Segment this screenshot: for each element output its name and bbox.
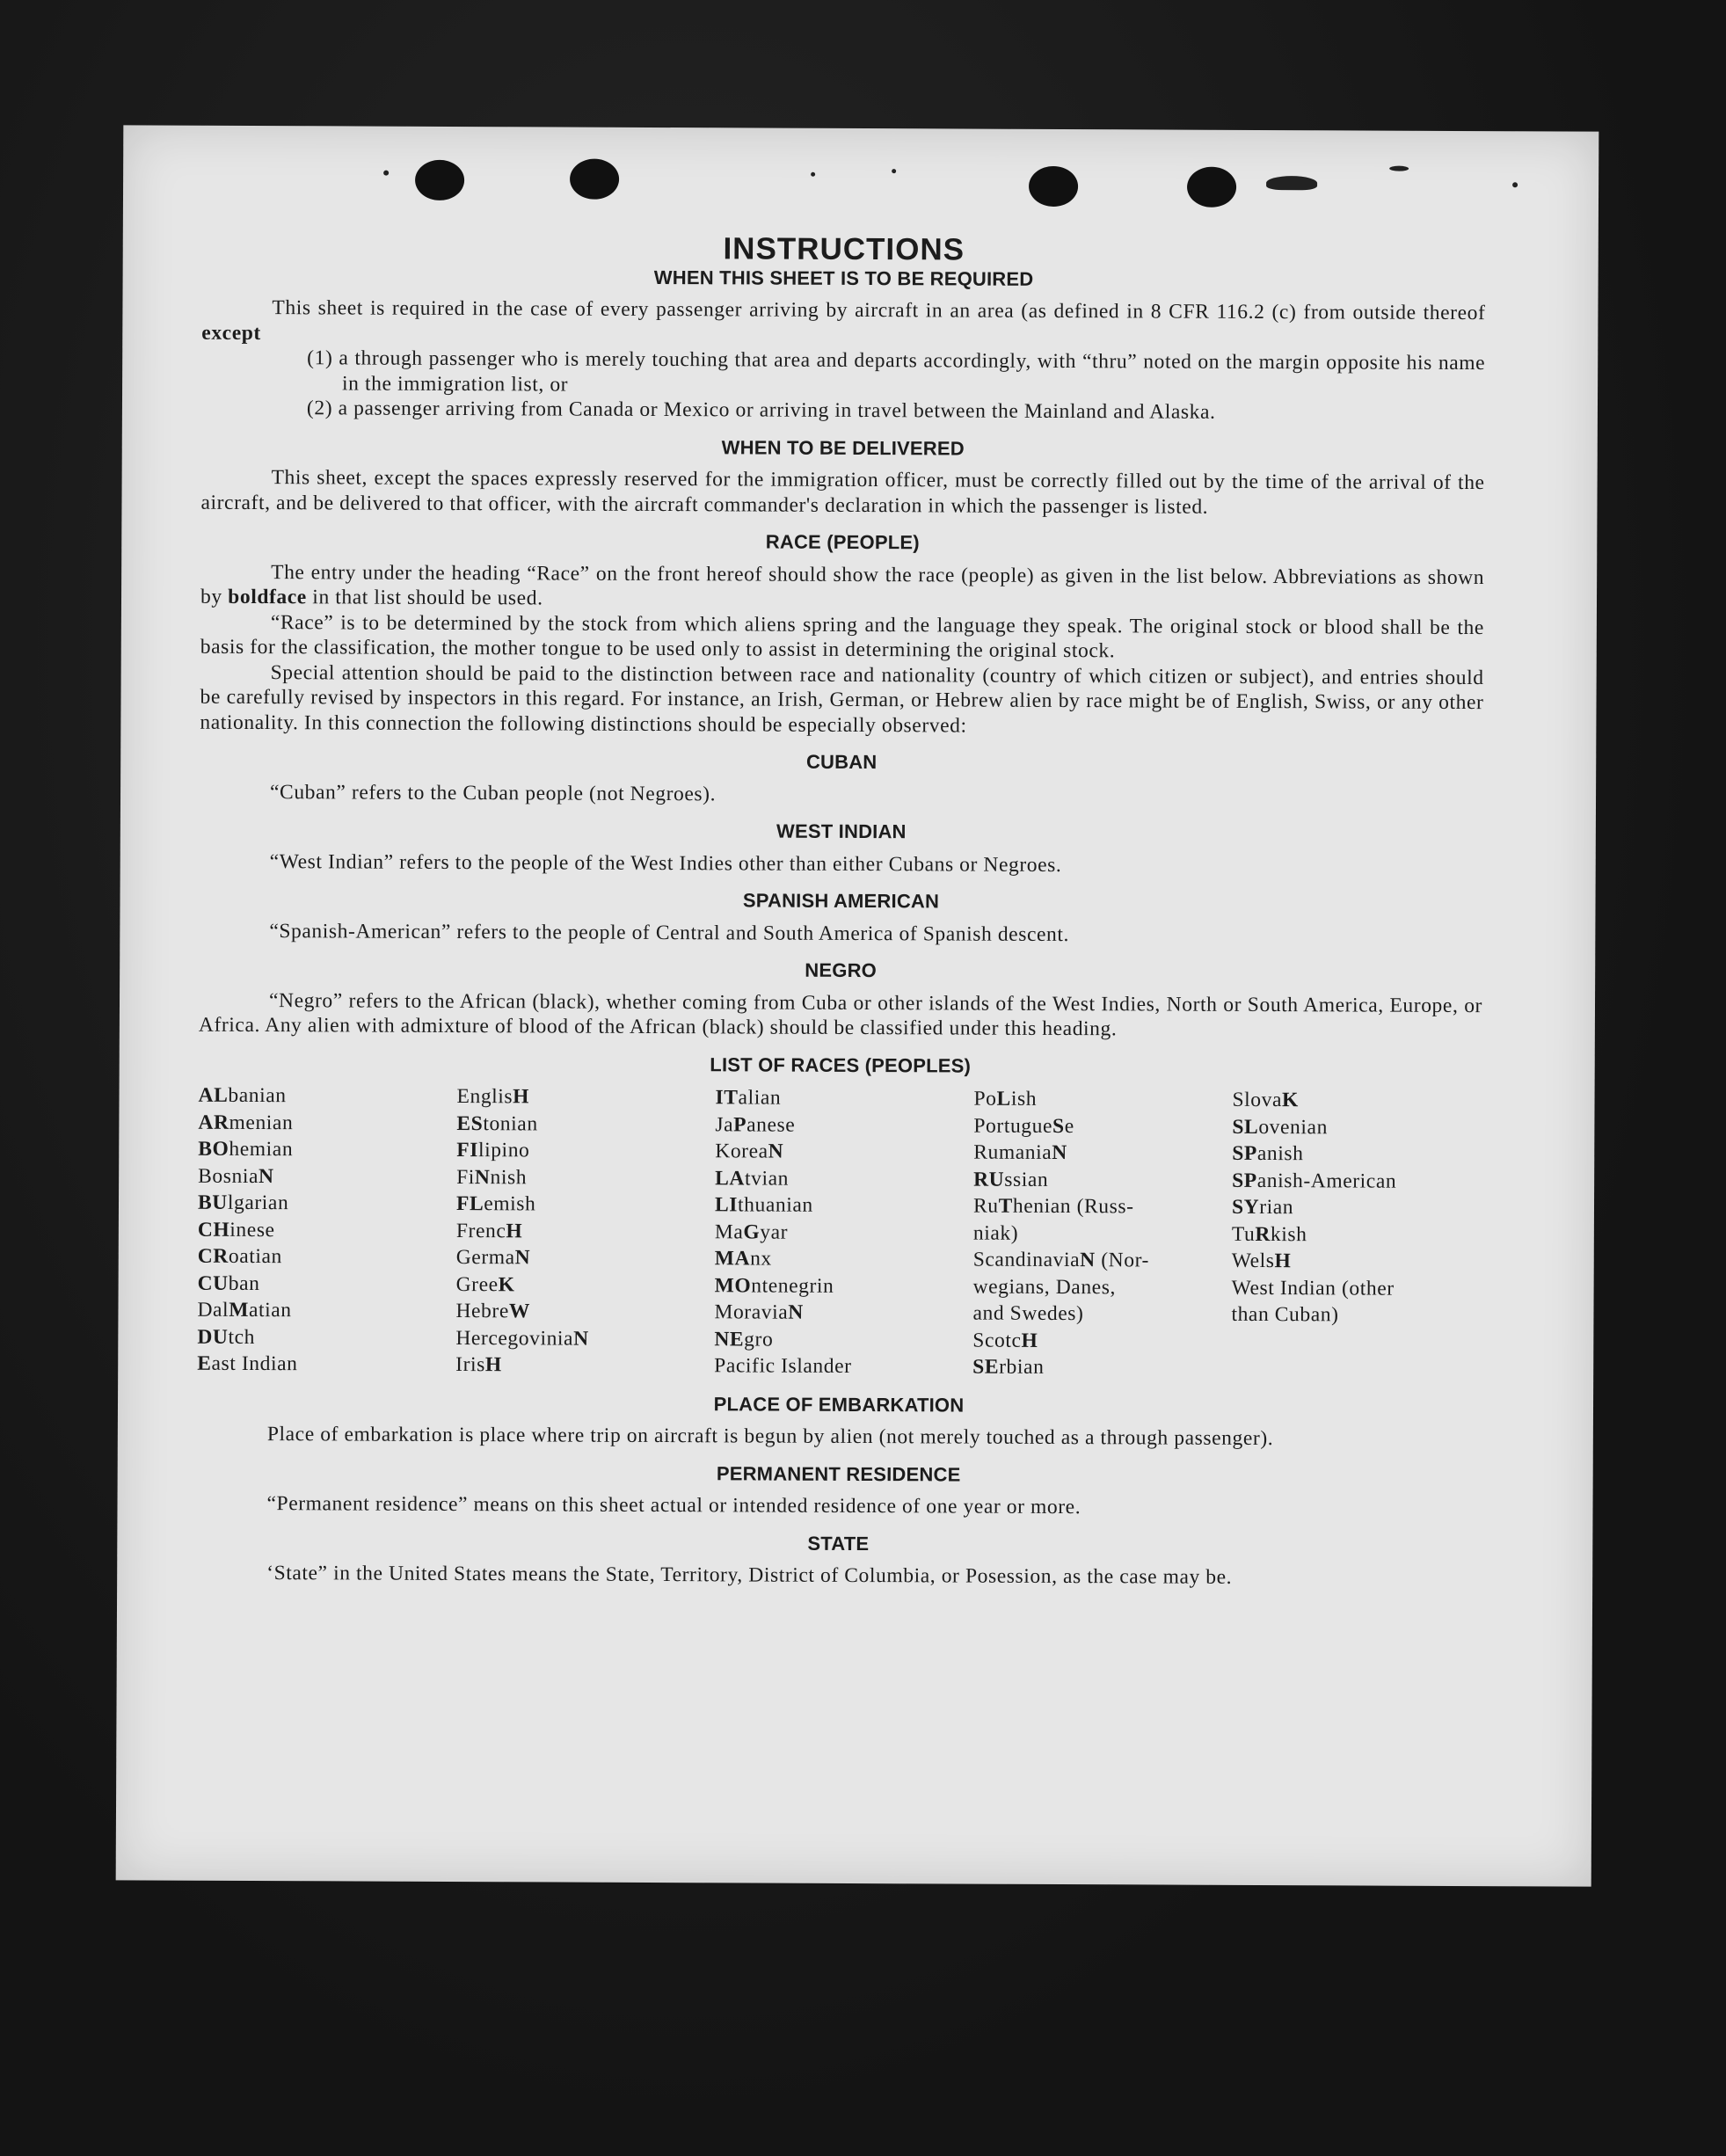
race-text: Scandinavia — [972, 1248, 1081, 1272]
race-entry — [973, 1166, 1232, 1194]
race-abbreviation: T — [998, 1194, 1013, 1218]
race-entry — [715, 1165, 973, 1193]
ink-speck — [383, 171, 389, 176]
race-text: Dal — [197, 1298, 229, 1322]
race-text: ish — [1010, 1087, 1038, 1111]
race-entry — [714, 1299, 972, 1327]
punch-hole — [415, 160, 464, 200]
section-paragraph: “Negro” refers to the African (black), whether coming from Cuba or other islands of the West Indies, North or South America, Europe, or Africa. Any alien with admixture of blood of the African (black) should be classified under this heading. — [198, 988, 1483, 1041]
race-abbreviation: CH — [197, 1218, 230, 1242]
race-text: tonian — [483, 1111, 538, 1135]
race-entry — [455, 1351, 714, 1380]
race-entry — [198, 1082, 456, 1111]
document-page — [116, 125, 1599, 1886]
race-text: Moravia — [714, 1300, 789, 1324]
race-text: West Indian (other than Cuban) — [1231, 1276, 1395, 1327]
race-entry — [715, 1219, 973, 1247]
race-entry — [1232, 1248, 1482, 1276]
race-entry — [715, 1111, 973, 1140]
race-text: banian — [228, 1083, 287, 1108]
section-heading-negro: NEGRO — [805, 958, 878, 982]
race-entry — [455, 1325, 714, 1353]
section-heading-when-required: WHEN THIS SHEET IS TO BE REQUIRED — [653, 266, 1034, 290]
race-text: Gree — [455, 1272, 499, 1296]
race-abbreviation: DU — [197, 1325, 229, 1349]
race-abbreviation: CU — [197, 1271, 229, 1295]
race-entry — [198, 1190, 456, 1218]
section-heading-place-of-embarkation: PLACE OF EMBARKATION — [713, 1392, 965, 1417]
race-abbreviation: CR — [197, 1244, 229, 1268]
race-text: nx — [750, 1247, 772, 1271]
race-abbreviation: G — [743, 1220, 761, 1244]
race-abbreviation: M — [229, 1298, 250, 1322]
race-entry — [715, 1191, 973, 1220]
race-entry — [198, 1270, 456, 1298]
race-text: Englis — [456, 1085, 513, 1109]
punch-hole — [570, 159, 619, 200]
race-text: Tu — [1231, 1222, 1256, 1246]
race-abbreviation: SY — [1231, 1195, 1260, 1219]
races-column — [197, 1082, 456, 1379]
race-abbreviation: SL — [1232, 1115, 1259, 1139]
race-abbreviation: S — [1052, 1114, 1065, 1138]
punch-hole — [1187, 167, 1236, 208]
paragraph-text: in that list should be used. — [306, 586, 543, 610]
race-abbreviation: SE — [972, 1355, 1000, 1379]
race-entry — [1232, 1220, 1482, 1249]
section-paragraph: “Cuban” refers to the Cuban people (not Negroes). — [269, 780, 717, 805]
race-entry — [715, 1084, 973, 1112]
race-abbreviation: H — [484, 1353, 502, 1377]
race-text: lipino — [477, 1139, 530, 1162]
race-text: Ma — [714, 1220, 744, 1243]
race-abbreviation: N — [573, 1327, 589, 1351]
race-abbreviation: NE — [714, 1327, 745, 1351]
races-list — [197, 1082, 1482, 1383]
race-abbreviation: AL — [198, 1083, 229, 1107]
race-entry — [715, 1245, 973, 1273]
race-abbreviation: H — [1021, 1329, 1038, 1352]
race-abbreviation: MO — [714, 1273, 752, 1297]
race-entry — [456, 1244, 715, 1272]
ink-speck — [892, 169, 896, 173]
race-text: Ru — [972, 1194, 999, 1218]
race-abbreviation: MA — [714, 1247, 751, 1271]
section-heading-list-of-races: LIST OF RACES (PEOPLES) — [710, 1053, 972, 1077]
emphasis-text: boldface — [228, 585, 307, 609]
race-abbreviation: H — [513, 1085, 530, 1109]
instructions-body — [196, 231, 1486, 1592]
section-paragraph: “West Indian” refers to the people of the West Indies other than either Cubans or Negroes. — [269, 849, 1062, 877]
race-text: kish — [1270, 1222, 1307, 1246]
race-text: ntenegrin — [751, 1273, 834, 1298]
race-entry — [714, 1352, 972, 1380]
section-paragraph — [201, 295, 1485, 351]
paragraph-text: The entry under the heading “Race” on the front hereof should show the race (people) as given in the list below. Abbreviations as shown by — [200, 560, 1485, 608]
race-entry — [973, 1112, 1232, 1140]
race-entry — [973, 1140, 1232, 1168]
race-entry — [973, 1086, 1232, 1114]
race-abbreviation: K — [498, 1272, 515, 1296]
race-entry — [456, 1271, 715, 1300]
race-abbreviation: ES — [456, 1111, 484, 1135]
race-entry — [197, 1323, 455, 1351]
race-entry — [1232, 1087, 1482, 1115]
ink-speck — [1266, 176, 1317, 190]
race-entry — [1232, 1140, 1482, 1169]
race-text: Hercegovinia — [455, 1326, 574, 1351]
race-text: alian — [738, 1086, 782, 1110]
race-abbreviation: N — [788, 1300, 804, 1324]
race-text: oatian — [228, 1244, 282, 1269]
race-entry — [456, 1083, 715, 1111]
race-entry — [198, 1162, 456, 1191]
ink-speck — [1512, 182, 1518, 187]
race-text: ssian — [1004, 1168, 1049, 1191]
section-paragraph: “Race” is to be determined by the stock from which aliens spring and the language they speak. The original stock or blood shall be the basis for the classification, the mother tongue to be used only to assist in determining the original stock. — [200, 610, 1484, 663]
race-text: Rumania — [973, 1140, 1052, 1164]
race-text: henian (Russ- niak) — [972, 1194, 1134, 1245]
race-abbreviation: BU — [197, 1191, 228, 1214]
race-abbreviation: N — [1052, 1140, 1067, 1165]
race-text: ban — [228, 1271, 260, 1295]
race-text: Pacific Islander — [714, 1354, 852, 1378]
race-abbreviation: E — [197, 1351, 212, 1375]
race-entry — [972, 1354, 1231, 1382]
races-column — [972, 1086, 1232, 1382]
section-paragraph: ‘State” in the United States means the State, Territory, District of Columbia, or Posession, as the case may be. — [266, 1562, 1233, 1589]
race-text: Scotc — [972, 1329, 1022, 1352]
race-abbreviation: SP — [1232, 1169, 1257, 1192]
race-abbreviation: H — [506, 1219, 523, 1242]
races-column — [455, 1083, 715, 1380]
race-abbreviation: FI — [456, 1139, 479, 1162]
emphasis-text: except — [201, 321, 261, 345]
race-entry — [198, 1136, 456, 1164]
race-text: thuanian — [737, 1193, 813, 1217]
race-text: nish — [490, 1165, 528, 1189]
section-heading-spanish-american: SPANISH AMERICAN — [742, 889, 940, 913]
race-text: tch — [228, 1325, 256, 1349]
race-abbreviation: LA — [715, 1166, 746, 1190]
race-entry — [1232, 1194, 1482, 1222]
list-item: (2) a passenger arriving from Canada or Mexico or arriving in travel between the Mainland and Alaska. — [306, 397, 1216, 424]
race-text: Frenc — [455, 1219, 506, 1242]
race-text: Slova — [1232, 1088, 1283, 1112]
race-abbreviation: AR — [198, 1111, 229, 1134]
race-entry — [715, 1272, 973, 1300]
section-heading-cuban: CUBAN — [805, 750, 878, 774]
race-text: ovenian — [1258, 1115, 1329, 1139]
race-text: Portugue — [973, 1114, 1053, 1138]
race-text: rian — [1259, 1195, 1294, 1220]
race-entry — [972, 1247, 1231, 1329]
race-abbreviation: LI — [714, 1193, 739, 1217]
race-abbreviation: N — [474, 1165, 491, 1189]
race-abbreviation: N — [258, 1164, 274, 1188]
race-abbreviation: RU — [973, 1168, 1005, 1191]
race-text: (Nor- wegians, Danes, and Swedes) — [972, 1249, 1150, 1326]
race-entry — [455, 1298, 714, 1326]
section-paragraph: Place of embarkation is place where trip on aircraft is begun by alien (not merely touched as a through passenger). — [266, 1423, 1274, 1451]
section-heading-permanent-residence: PERMANENT RESIDENCE — [716, 1461, 961, 1486]
race-text: anese — [746, 1112, 796, 1137]
section-heading-race: RACE (PEOPLE) — [765, 530, 920, 554]
section-paragraph: “Permanent residence” means on this sheet actual or intended residence of one year or more. — [266, 1492, 1081, 1519]
section-paragraph: This sheet, except the spaces expressly reserved for the immigration officer, must be correctly filled out by the time of the arrival of the aircraft, and be delivered to that officer, with the aircraft commander's declaration in which the passenger is listed. — [200, 466, 1485, 519]
race-entry — [198, 1216, 456, 1244]
race-abbreviation: N — [768, 1140, 784, 1163]
race-entry — [198, 1243, 456, 1271]
ink-speck — [811, 172, 815, 177]
section-heading-west-indian: WEST INDIAN — [776, 819, 907, 843]
race-text: e — [1064, 1114, 1074, 1138]
race-abbreviation: N — [514, 1246, 531, 1270]
race-abbreviation: IT — [715, 1086, 739, 1110]
race-text: anish — [1256, 1141, 1304, 1166]
race-text: emish — [484, 1192, 536, 1216]
race-text: Hebre — [455, 1300, 509, 1323]
section-paragraph — [200, 559, 1484, 615]
race-entry — [456, 1218, 715, 1246]
section-paragraph: “Spanish-American” refers to the people of Central and South America of Spanish descent. — [269, 919, 1070, 946]
race-text: Ja — [715, 1112, 734, 1136]
race-text: Po — [973, 1087, 997, 1111]
race-entry — [1232, 1167, 1482, 1195]
race-text: lgarian — [227, 1191, 289, 1215]
race-text: Korea — [715, 1140, 768, 1163]
race-abbreviation: H — [1274, 1249, 1292, 1273]
paragraph-text: This sheet is required in the case of every passenger arriving by aircraft in an area (as defined in 8 CFR 116.2 (c) from outside thereof — [272, 296, 1486, 325]
race-abbreviation: SP — [1232, 1141, 1257, 1165]
race-text: hemian — [229, 1137, 294, 1162]
race-text: Fi — [456, 1165, 476, 1189]
race-abbreviation: FL — [455, 1192, 484, 1216]
race-entry — [456, 1137, 715, 1165]
race-text: rbian — [999, 1355, 1045, 1379]
race-entry — [972, 1327, 1231, 1355]
race-text: gro — [744, 1327, 774, 1351]
race-text: ast Indian — [211, 1351, 298, 1376]
section-heading-when-delivered: WHEN TO BE DELIVERED — [721, 435, 965, 460]
document-title: INSTRUCTIONS — [723, 231, 965, 267]
race-text: Wels — [1231, 1249, 1275, 1273]
race-entry — [197, 1351, 455, 1379]
race-entry — [1231, 1274, 1481, 1329]
list-item: (1) a through passenger who is merely touching that area and departs accordingly, with “thru” noted on the margin opposite his name in the immigration list, or — [307, 346, 1486, 397]
race-entry — [456, 1191, 715, 1219]
race-text: Iris — [455, 1353, 486, 1377]
race-abbreviation: P — [733, 1112, 747, 1136]
race-text: atian — [248, 1298, 292, 1322]
race-abbreviation: N — [1080, 1249, 1096, 1272]
race-text: yar — [760, 1220, 789, 1244]
race-abbreviation: L — [996, 1087, 1011, 1111]
race-entry — [973, 1193, 1232, 1248]
race-abbreviation: R — [1255, 1222, 1271, 1246]
race-text: anish-American — [1256, 1169, 1397, 1193]
race-abbreviation: BO — [198, 1137, 229, 1161]
race-entry — [456, 1111, 715, 1139]
race-text: Germa — [455, 1246, 515, 1270]
punch-hole — [1029, 166, 1078, 207]
race-text: tvian — [744, 1166, 790, 1191]
races-column — [1231, 1087, 1482, 1383]
race-text: menian — [229, 1111, 294, 1134]
race-text: inese — [229, 1218, 275, 1242]
race-entry — [456, 1164, 715, 1192]
race-abbreviation: W — [508, 1300, 531, 1323]
ink-speck — [1389, 166, 1409, 171]
race-entry — [1232, 1113, 1482, 1141]
race-entry — [715, 1138, 973, 1166]
races-column — [714, 1084, 973, 1380]
race-entry — [197, 1297, 455, 1325]
race-abbreviation: K — [1282, 1089, 1300, 1112]
section-paragraph: Special attention should be paid to the distinction between race and nationality (country of which citizen or subject), and entries should be carefully revised by inspectors in this regard. For instance, an Irish, German, or Hebrew alien by race might be of English, Swiss, or any other nationality. In this connection the following distinctions should be especially observed: — [200, 660, 1484, 738]
race-text: Bosnia — [198, 1164, 259, 1188]
section-heading-state: STATE — [807, 1532, 870, 1555]
race-entry — [198, 1109, 456, 1137]
race-entry — [714, 1326, 972, 1354]
